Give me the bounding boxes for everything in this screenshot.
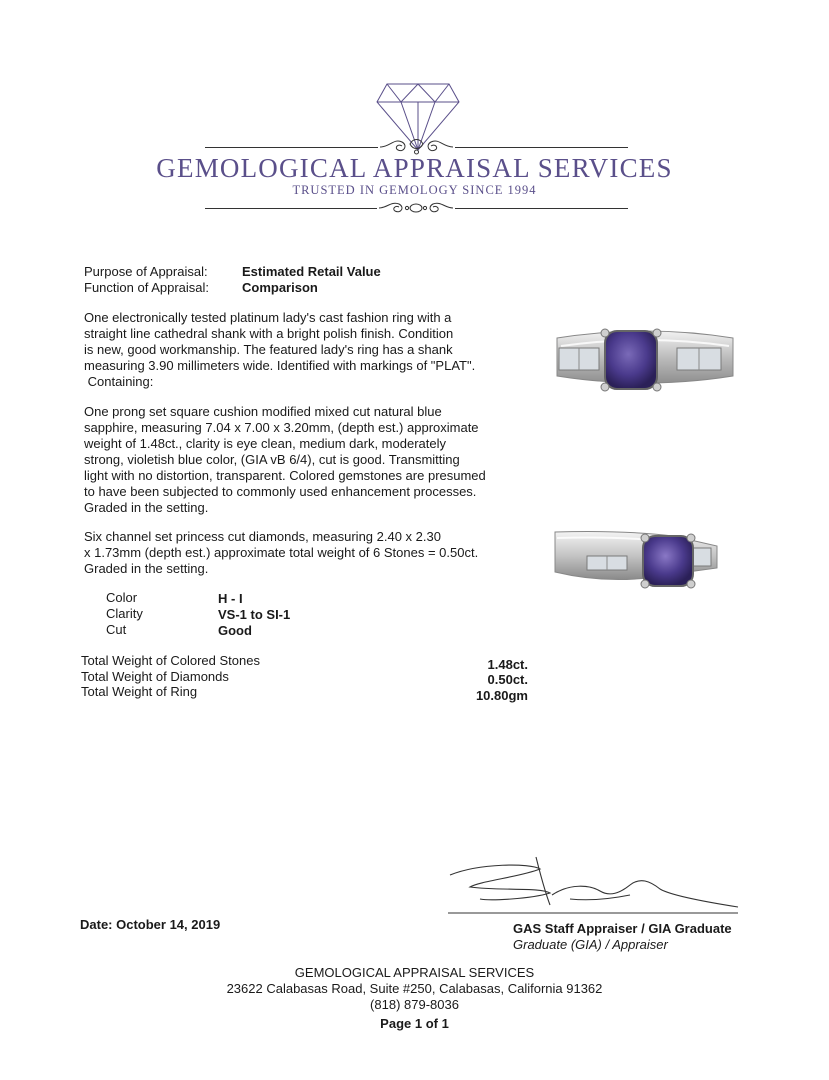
total-diamonds-label: Total Weight of Diamonds [81,669,229,684]
sapphire-description-line: strong, violetish blue color, (GIA vB 6/4), cut is good. Transmitting [84,452,460,467]
diamond-description-line: Six channel set princess cut diamonds, measuring 2.40 x 2.30 [84,529,441,544]
footer-company: GEMOLOGICAL APPRAISAL SERVICES [294,965,535,980]
sapphire-description-line: One prong set square cushion modified mixed cut natural blue [84,404,442,419]
diamond-description [84,529,514,577]
appraiser-subtitle: Graduate (GIA) / Appraiser [513,937,668,952]
sapphire-description-line: weight of 1.48ct., clarity is eye clean, medium dark, moderately [84,436,446,451]
color-value: H - I [218,591,243,606]
footer-phone: (818) 879-8036 [370,997,459,1012]
total-ring-label: Total Weight of Ring [81,684,198,699]
diamond-description-line: Graded in the setting. [84,561,209,576]
function-label: Function of Appraisal: [84,280,210,295]
function-value: Comparison [242,280,318,295]
cut-value: Good [218,623,252,638]
appraiser-title: GAS Staff Appraiser / GIA Graduate [513,921,732,936]
sapphire-description-line: to have been subjected to commonly used enhancement processes. [84,484,477,499]
footer-address: 23622 Calabasas Road, Suite #250, Calabasas, California 91362 [226,981,603,996]
clarity-value: VS-1 to SI-1 [218,607,291,622]
total-ring-value: 10.80gm [475,688,528,703]
header-rule-bottom [205,208,377,209]
page-number: Page 1 of 1 [380,1016,449,1031]
diamond-description-line: x 1.73mm (depth est.) approximate total weight of 6 Stones = 0.50ct. [84,545,479,560]
color-label: Color [106,590,138,605]
total-colored-value: 1.48ct. [487,657,528,672]
brand-tagline: TRUSTED IN GEMOLOGY SINCE 1994 [292,183,537,197]
ring-description [84,310,514,390]
ring-description-line: Containing: [84,374,154,389]
ring-description-line: measuring 3.90 millimeters wide. Identified with markings of "PLAT". [84,358,476,373]
sapphire-description-line: sapphire, measuring 7.04 x 7.00 x 3.20mm, (depth est.) approximate [84,420,479,435]
purpose-label: Purpose of Appraisal: [84,264,208,279]
ring-side-view-photo [553,528,721,598]
header-rule-top [205,147,378,148]
header-rule-top [455,147,628,148]
brand-name: GEMOLOGICAL APPRAISAL SERVICES [156,153,673,183]
appraisal-date: Date: October 14, 2019 [80,917,221,932]
ring-top-view-photo [553,318,737,400]
cut-label: Cut [106,622,127,637]
sapphire-description-line: light with no distortion, transparent. Colored gemstones are presumed [84,468,486,483]
ring-description-line: One electronically tested platinum lady's cast fashion ring with a [84,310,452,325]
appraiser-signature [440,855,740,915]
scroll-ornament-icon [377,198,455,220]
footer [0,965,829,1032]
ring-description-line: straight line cathedral shank with a bright polish finish. Condition [84,326,454,341]
purpose-value: Estimated Retail Value [242,264,381,279]
ring-description-line: is new, good workmanship. The featured lady's ring has a shank [84,342,453,357]
total-colored-label: Total Weight of Colored Stones [81,653,260,668]
header-rule-bottom [455,208,628,209]
sapphire-description-line: Graded in the setting. [84,500,209,515]
total-diamonds-value: 0.50ct. [487,672,528,687]
clarity-label: Clarity [106,606,143,621]
sapphire-description [84,404,514,516]
